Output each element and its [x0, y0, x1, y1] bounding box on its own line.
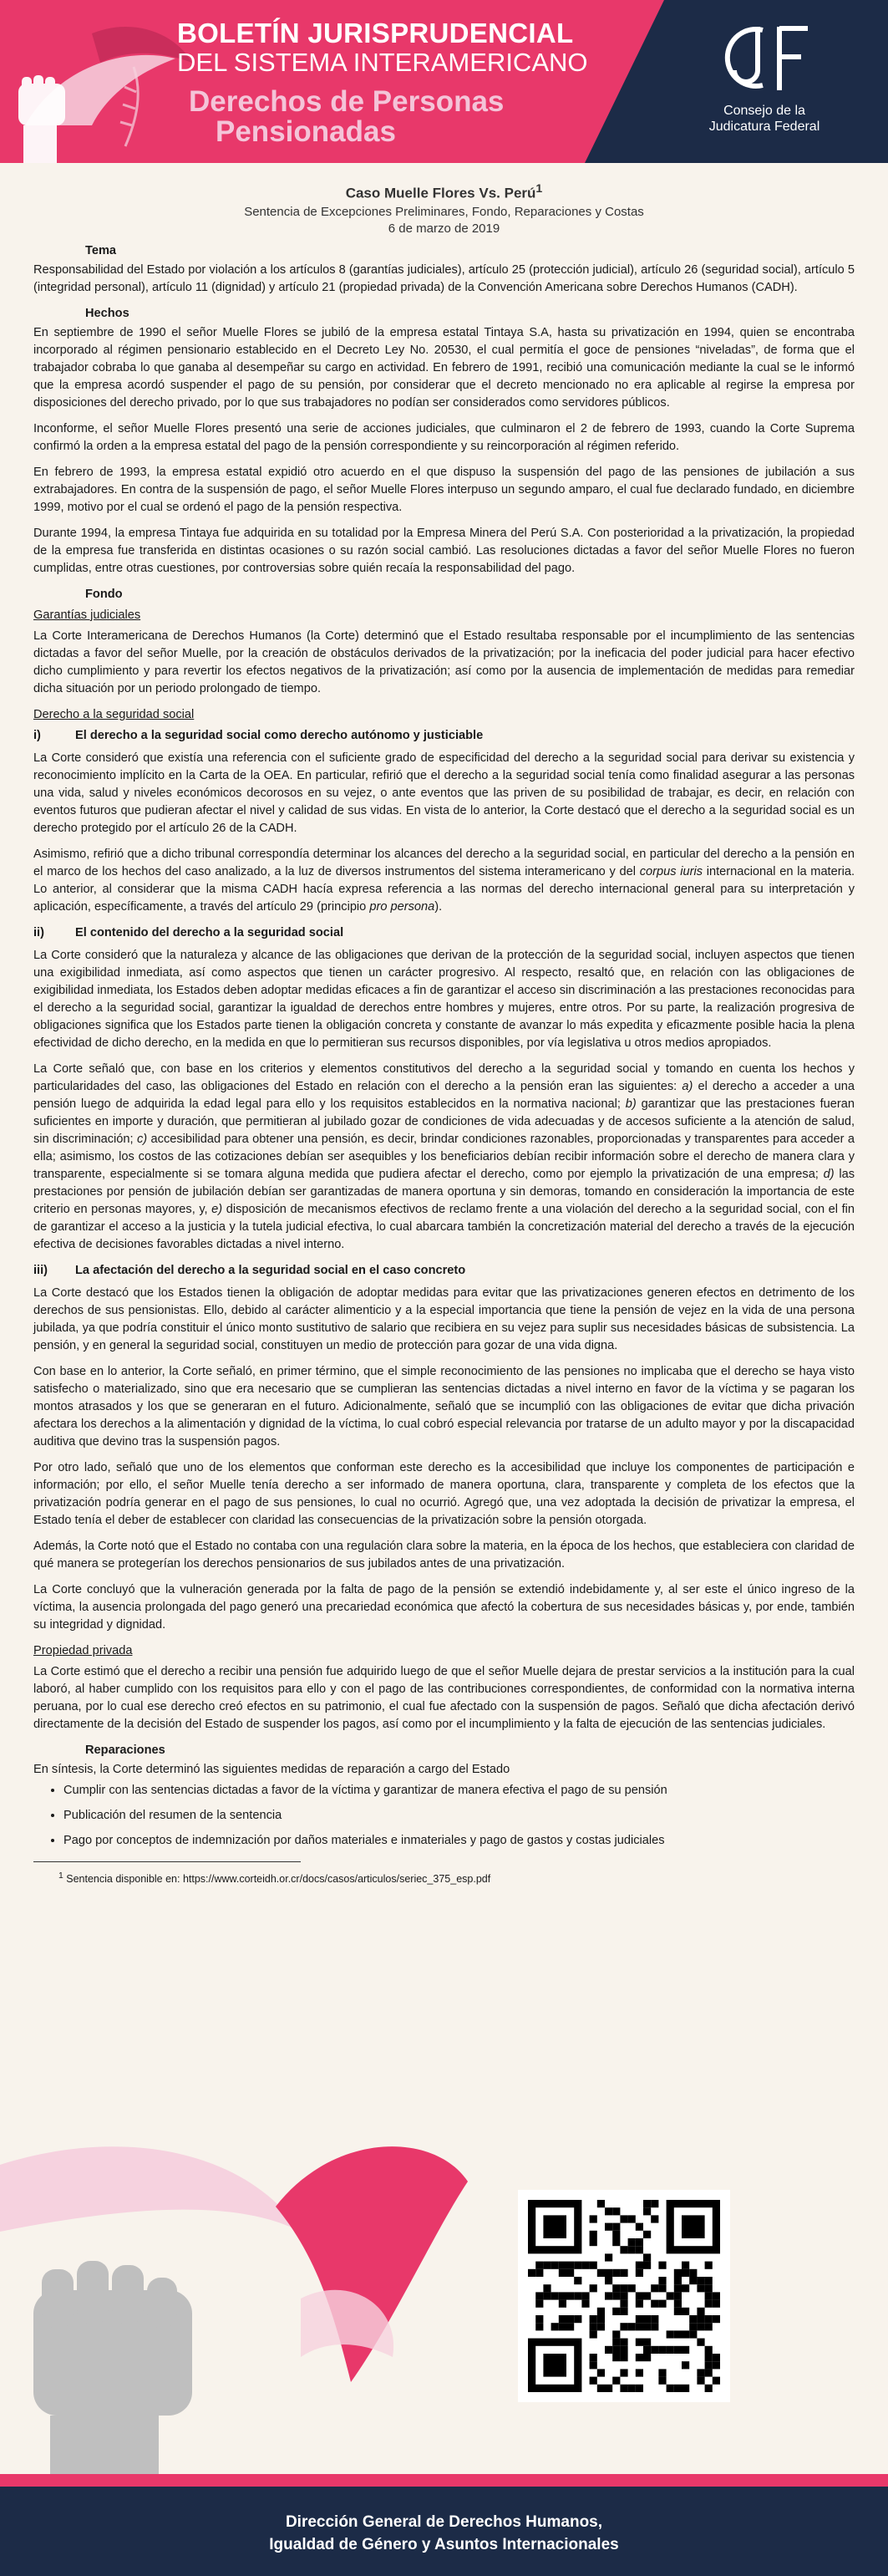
header-titles	[177, 18, 588, 147]
s1-p2-italic-1: corpus iuris	[639, 864, 703, 878]
s2-p2-part-f: disposición de mecanismos efectivos de reclamo frente a una violación del derecho a la seguridad social, con el fin de garantizar el acceso a la justicia y la tutela judicial efectiva, lo cual abarcara también la concretización material del derecho a través de la ejecución efectiva de decisiones favorables dictadas a nivel interno.	[33, 1202, 855, 1251]
s3-paragraph-2: Con base en lo anterior, la Corte señaló, en primer término, que el simple reconocimiento de las pensiones no implicaba que el derecho se haya visto satisfecho o materializado, sino que era necesario que se cumplieran las sentencias dictadas a nivel interno en favor de la víctima y se pagaran los montos atrasados y los que se generaran en el futuro. Adicionalmente, señaló que se incumplió con las obligaciones de evitar que dicha privación afectara los derechos a la alimentación y dignidad de la víctima, lo cual cobró especial relevancia por tratarse de un adulto mayor y por la discapacidad auditiva que devino tras la suspensión pagos.	[33, 1364, 855, 1448]
case-subtitle: Sentencia de Excepciones Preliminares, Fondo, Reparaciones y Costas	[244, 204, 644, 219]
qr-code[interactable]	[518, 2190, 730, 2402]
s1-p2-italic-2: pro persona	[369, 899, 435, 914]
garantias-text: La Corte Interamericana de Derechos Humanos (la Corte) determinó que el Estado resultaba responsable por el incumplimiento de las sentencias dictadas a favor del señor Muelle, por la creación de obstáculos derivados de la privatización; por la ineficacia del poder judicial para hacer efectivo dicho cumplimiento y para revertir los efectos negativos de la privatización; así como por la ausencia de implementación de medidas para remediar dicha situación por un periodo prolongado de tiempo.	[33, 629, 855, 695]
hechos-paragraph-4: Durante 1994, la empresa Tintaya fue adquirida en su totalidad por la Empresa Minera del Perú S.A. Con posterioridad a la privatización, la propiedad de la empresa fue transferida en distintas ocasiones o su razón social cambió. Las resoluciones dictadas a favor del señor Muelle Flores no fueron cumplidas, entre otras cuestiones, por controversias sobre quién recaía la responsabilidad del pago.	[33, 526, 855, 575]
s3-paragraph-5: La Corte concluyó que la vulneración generada por la falta de pago de la pensión se extendió indebidamente y, al ser este el único ingreso de la víctima, la ausencia prolongada del pago generó una precariedad económica que afectó la cobertura de sus necesidades básicas y, por ende, también su integridad y dignidad.	[33, 1582, 855, 1632]
footnote	[33, 1867, 855, 1888]
s2-p2-part-c: garantizar que las prestaciones fueran suficientes en importe y duración, que permitieran al jubilado gozar de condiciones de vida adecuadas y de accesos suficiente a la atención de salud, sin discriminación;	[33, 1097, 855, 1146]
footer-line-1: Dirección General de Derechos Humanos,	[285, 2513, 603, 2531]
s2-p2-part-b: el derecho a acceder a una pensión luego de adquirida la edad legal para ello y los requisitos establecidos en la normativa nacional;	[33, 1079, 855, 1111]
subsection-2-heading	[33, 924, 855, 942]
reparaciones-intro: En síntesis, la Corte determinó las siguientes medidas de reparación a cargo del Estado	[33, 1762, 510, 1776]
s2-p2-letter-d: d)	[823, 1167, 835, 1181]
propiedad-text: La Corte estimó que el derecho a recibir una pensión fue adquirido luego de que el señor Muelle dejara de prestar servicios a la institución para la cual laboró, al haber cumplido con los requisitos para ello y con el pago de las contribuciones correspondientes, de conformidad con la normativa interna peruana, por lo cual ese derecho creó efectos en su patrimonio, el cual fue afectado con la suspensión de pagos. Señaló que dicha afectación derivó directamente de la decisión del Estado de suspender los pagos, así como por el incumplimiento y la falta de ejecución de las sentencias judiciales.	[33, 1664, 855, 1731]
s1-paragraph-1: La Corte consideró que existía una referencia con el suficiente grado de especificidad del derecho a la seguridad social para derivar su existencia y reconocimiento implícito en la Carta de la OEA. En particular, refirió que el derecho a la seguridad social tenía como finalidad asegurar a las personas una vida, salud y niveles económicos decorosos en su vejez, o ante eventos que las priven de su posibilidad de trabajar, es decir, en relación con eventos futuros que pudieran afectar el nivel y calidad de sus vidas. En vista de lo anterior, la Corte destacó que el derecho a la seguridad social es un derecho protegido por el artículo 26 de la CADH.	[33, 751, 855, 835]
case-date: 6 de marzo de 2019	[388, 221, 500, 236]
case-title-text: Caso Muelle Flores Vs. Perú	[345, 185, 536, 201]
footer-line-2: Igualdad de Género y Asuntos Internacionales	[269, 2536, 619, 2553]
s3-paragraph-1: La Corte destacó que los Estados tienen la obligación de adoptar medidas para evitar que las privatizaciones generen efectos en detrimento de los derechos de sus pensionistas. Ello, debido al carácter alimenticio y a la especial importancia que tiene la pensión de vejez en la vida de una persona jubilada, ya que podría constituir el único monto sustitutivo de salario que recibiera en su vejez para suplir sus necesidades básicas de subsistencia. La pensión, y en general la seguridad social, constituyen un medio de protección para gozar de una vida digna.	[33, 1285, 855, 1352]
subsection-1-heading	[33, 727, 855, 745]
logo-caption-line1: Consejo de la	[723, 104, 805, 118]
bulletin-body	[33, 176, 855, 1888]
seguridad-social-heading: Derecho a la seguridad social	[33, 707, 195, 721]
topic-title-line2: Pensionadas	[216, 115, 396, 148]
subsection-3-heading	[33, 1262, 855, 1280]
subsection-2-title: El contenido del derecho a la seguridad social	[75, 925, 344, 939]
s2-p2-letter-c: c)	[136, 1132, 148, 1146]
s2-p2-part-a: La Corte señaló que, con base en los criterios y elementos constitutivos del derecho a la seguridad social y tomando en cuenta los hechos y particularidades del caso, las obligaciones del Estado en relación con el derecho a la pensión eran las siguientes:	[33, 1061, 855, 1093]
s2-p2-part-e: las prestaciones por pensión de jubilación debían ser garantizadas de manera oportuna y sin demoras, tomando en consideración la importancia de este criterio en personas mayores, y,	[33, 1167, 855, 1216]
hechos-heading: Hechos	[85, 306, 129, 320]
s1-paragraph-2	[33, 846, 855, 916]
subsection-1-number: i)	[33, 728, 41, 742]
hechos-paragraph-3: En febrero de 1993, la empresa estatal expidió otro acuerdo en el que dispuso la suspensión del pago de las pensiones de jubilación a sus extrabajadores. En contra de la suspensión de pago, el señor Muelle Flores interpuso un segundo amparo, el cual fue declarado fundado, en diciembre 1999, motivo por el cual se ordenó el pago de la pensión respectiva.	[33, 465, 855, 514]
footnote-text[interactable]: Sentencia disponible en: https://www.corteidh.or.cr/docs/casos/articulos/seriec_375_esp.pdf	[63, 1872, 491, 1885]
s1-p2-part-a: Asimismo, refirió que a dicho tribunal correspondía determinar los alcances del derecho a la seguridad social, en particular del derecho a la pensión en el marco de los hechos del caso analizado, a la luz de diversos instrumentos del sistema interamericano y del	[33, 847, 855, 878]
propiedad-heading: Propiedad privada	[33, 1643, 133, 1657]
list-item: • Pago por conceptos de indemnización por daños materiales e inmateriales y pago de gastos y costas judiciales	[63, 1832, 855, 1850]
hechos-paragraph-1: En septiembre de 1990 el señor Muelle Flores se jubiló de la empresa estatal Tintaya S.A, hasta su privatización en 1994, quien se encontraba incorporado al régimen pensionario establecido en el Decreto Ley No. 20530, el cual permitía el goce de pensiones “niveladas”, de forma que el trabajador cobraba lo que ganaba al desempeñar su cargo en actividad. En febrero de 1991, recibió una comunicación mediante la cual se le informó que la empresa acordó suspender el pago de su pensión, por considerar que el decreto mencionado no era aplicable al regirse la empresa por disposiciones del derecho privado, por lo que sus trabajadores no podían ser considerados como servidores públicos.	[33, 325, 855, 410]
garantias-heading: Garantías judiciales	[33, 608, 141, 622]
footer-text	[0, 2511, 888, 2556]
s3-paragraph-4: Además, la Corte notó que el Estado no contaba con una regulación clara sobre la materia, en la época de los hechos, que estableciera con claridad de qué manera se protegerían los derechos pensionarios de sus jubilados antes de una privatización.	[33, 1539, 855, 1571]
s2-p2-letter-e: e)	[211, 1202, 223, 1216]
s2-p2-part-d: accesibilidad para obtener una pensión, es decir, brindar condiciones razonables, proporcionadas y transparentes para acceder a ella; asimismo, los costos de las cotizaciones debían ser asequibles y los beneficiarios debían recibir información sobre el derecho de manera clara y transparente, especialmente si se tomara alguna medida que pudiera afectar el derecho, como por ejemplo la privatización de una empresa;	[33, 1132, 855, 1181]
s1-p2-part-b: internacional en la materia. Lo anterior, al considerar que la misma CADH hacía expresa referencia a las normas del derecho internacional general para su interpretación y aplicación, específicamente, a través del artículo 29 (principio	[33, 864, 855, 914]
topic-title-line1: Derechos de Personas	[189, 85, 505, 118]
raised-fist-icon	[33, 2261, 192, 2499]
subsection-3-number: iii)	[33, 1263, 48, 1277]
s2-p2-letter-b: b)	[625, 1097, 637, 1111]
case-title	[33, 181, 855, 202]
subsection-3-title: La afectación del derecho a la seguridad social en el caso concreto	[75, 1263, 466, 1277]
bulletin-subtitle: DEL SISTEMA INTERAMERICANO	[177, 48, 588, 77]
list-item: • Cumplir con las sentencias dictadas a favor de la víctima y garantizar de manera efectiva el pago de su pensión	[63, 1782, 855, 1800]
bulletin-title: BOLETÍN JURISPRUDENCIAL	[177, 18, 574, 48]
tema-text: Responsabilidad del Estado por violación a los artículos 8 (garantías judiciales), artículo 25 (protección judicial), artículo 26 (seguridad social), artículo 5 (integridad personal), artículo 11 (dignidad) y artículo 21 (propiedad privada) de la Convención Americana sobre Derechos Humanos (CADH).	[33, 262, 855, 294]
list-item: • Publicación del resumen de la sentencia	[63, 1807, 855, 1825]
s2-p2-letter-a: a)	[682, 1079, 693, 1093]
s2-paragraph-2	[33, 1061, 855, 1254]
footnote-divider	[33, 1861, 301, 1862]
fondo-heading: Fondo	[85, 587, 123, 601]
header-banner	[0, 0, 888, 163]
qr-code-icon	[528, 2200, 720, 2392]
footnote-number: 1	[58, 1871, 63, 1881]
reparaciones-heading: Reparaciones	[85, 1743, 165, 1757]
subsection-2-number: ii)	[33, 925, 44, 939]
logo-caption-line2: Judicatura Federal	[708, 120, 820, 134]
cjf-logo-mark	[714, 18, 814, 95]
footer-illustration	[0, 2106, 888, 2499]
subsection-1-title: El derecho a la seguridad social como derecho autónomo y justiciable	[75, 728, 484, 742]
s1-p2-part-c: ).	[434, 899, 443, 914]
s2-paragraph-1: La Corte consideró que la naturaleza y alcance de las obligaciones que derivan de la protección de la seguridad social, incluyen aspectos que tienen una exigibilidad inmediata, así como aspectos que tienen un carácter progresivo. Al respecto, resaltó que, en relación con las obligaciones de exigibilidad inmediata, los Estados deben adoptar medidas eficaces a fin de garantizar el acceso sin discriminación a las prestaciones reconocidas para el derecho a la seguridad social, garantizar la igualdad de derechos entre hombres y mujeres, entre otros. Por su parte, la realización progresiva de obligaciones significa que los Estados parte tienen la obligación concreta y constante de avanzar lo más expedita y eficazmente posible hacia la plena efectividad de dicho derecho, en la medida en que lo permitieran sus recursos disponibles, por vía legislativa u otros medios apropiados.	[33, 948, 855, 1050]
hechos-paragraph-2: Inconforme, el señor Muelle Flores presentó una serie de acciones judiciales, que culminaron el 2 de febrero de 1993, cuando la Corte Suprema confirmó la orden a la empresa estatal del pago de la pensión correspondiente y su reincorporación al régimen referido.	[33, 421, 855, 453]
tema-heading: Tema	[85, 243, 117, 257]
footnote-marker: 1	[535, 182, 543, 196]
reparaciones-list	[33, 1782, 855, 1850]
cjf-logo	[702, 18, 827, 135]
s3-paragraph-3: Por otro lado, señaló que uno de los elementos que conforman este derecho es la accesibilidad que incluye los componentes de participación e información; por ello, el señor Muelle tenía derecho a ser informado de manera oportuna, clara, transparente y completa de los efectos que la privatización podría generar en el pago de sus pensiones, lo cual no ocurrió. Agregó que, una vez adoptada la decisión de privatizar la empresa, el Estado tenía el deber de establecer con claridad las consecuencias de la privatización sobre la pensión otorgada.	[33, 1460, 855, 1527]
